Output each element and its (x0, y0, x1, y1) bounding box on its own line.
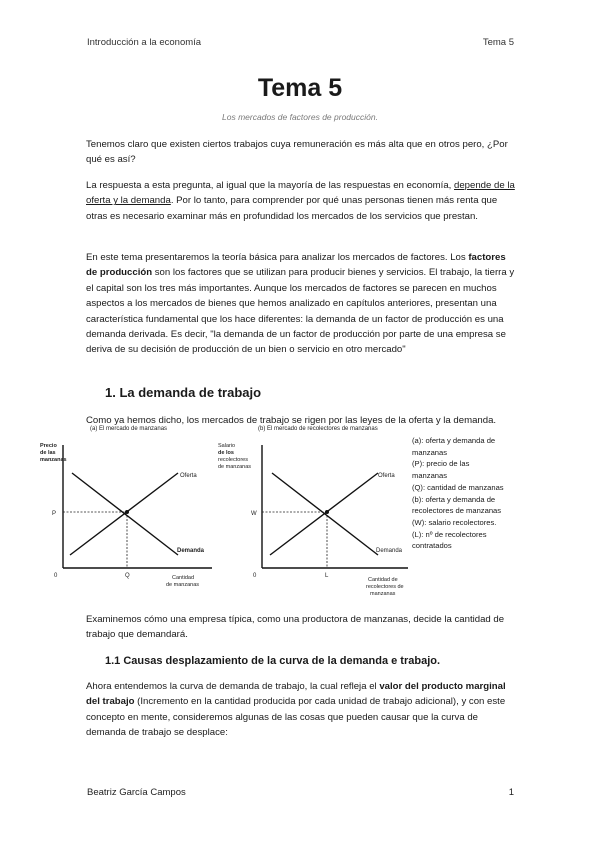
section-heading-demand-shifts: 1.1 Causas desplazamiento de la curva de la demanda e trabajo. (105, 655, 441, 667)
legend-line: manzanas (412, 447, 448, 457)
graph-a-origin: 0 (54, 573, 58, 579)
labor-market-graph (218, 415, 413, 597)
graph-b-xlabel-1: Cantidad de (368, 577, 398, 583)
factors-text-end: son los factores que se utilizan para producir bienes y servicios. El trabajo, la tierra y el capital son los tres más importantes. Aunque los mercados de factores se parecen en muchos aspectos a los mercados de bienes que hemos analizado en capítulos anteriores, presentan una característica fundamental que los hace diferentes: la demanda de un factor de producción es una demanda derivada. Es decir, "la demanda de un factor de producción por parte de una empresa se deriva de su decisión de producción de un bien o servicio en otro mercado" (86, 267, 515, 356)
document-subtitle: Los mercados de factores de producción. (222, 112, 378, 122)
labor-market-paragraph: Como ya hemos dicho, los mercados de trabajo se rigen por las leyes de la oferta y la demanda. (86, 415, 497, 426)
graph-b-workers-label: L (325, 573, 329, 579)
legend-line: recolectores de manzanas (412, 506, 502, 516)
legend-line: contratados (412, 541, 452, 551)
legend-line: (a): oferta y demanda de (412, 436, 496, 445)
graph-b-equilibrium-point (325, 510, 329, 514)
marginal-text-start: Ahora entendemos la curva de demanda de trabajo, la cual refleja el (86, 681, 380, 692)
page-header (87, 37, 514, 48)
page-footer (87, 787, 514, 798)
graph-legend (412, 435, 522, 552)
factors-paragraph (86, 250, 516, 358)
factors-text-start: En este tema presentaremos la teoría básica para analizar los mercados de factores. Los (86, 252, 469, 263)
graph-a-price-label: P (52, 511, 57, 517)
legend-line: (b): oferta y demanda de (412, 494, 496, 504)
legend-line: (Q): cantidad de manzanas (412, 482, 504, 492)
graph-b-xlabel-2: recolectores de (366, 584, 404, 590)
graph-a-ylabel-3: manzanas (40, 457, 67, 463)
graph-a-supply-label: Oferta (180, 473, 197, 479)
graph-a-xlabel-2: de manzanas (166, 582, 200, 588)
graph-b-xlabel-3: manzanas (370, 591, 396, 597)
intro-paragraph: Tenemos claro que existen ciertos trabajos cuya remuneración es más alta que en otros pero, ¿Por qué es así? (86, 139, 508, 166)
answer-underlined-phrase: depende de la oferta y la demanda (86, 180, 515, 207)
answer-text-end: . Por lo tanto, para comprender por qué unas personas tienen más renta que otras es necesario examinar más en profundidad los mercados de los servicios que prestan. (86, 195, 498, 222)
answer-text-start: La respuesta a esta pregunta, al igual que la mayoría de las respuestas en economía, (86, 180, 454, 191)
page-number: 1 (508, 787, 514, 798)
graph-b-wage-label: W (251, 511, 257, 517)
document-title: Tema 5 (257, 74, 343, 102)
graph-b-demand-label: Demanda (376, 548, 403, 554)
graph-a-equilibrium-point (125, 510, 129, 514)
footer-author: Beatriz García Campos (87, 787, 186, 798)
legend-line: (W): salario recolectores. (412, 517, 497, 527)
marginal-text-end: (Incremento en la cantidad producida por cada unidad de trabajo adicional), y con este concepto en mente, consideremos algunas de las cosas que pueden causar que la curva de demanda de trabajo se desplace: (86, 696, 506, 739)
section-heading-labor-demand: 1. La demanda de trabajo (105, 385, 262, 400)
header-course-title: Introducción a la economía (87, 37, 202, 48)
answer-paragraph (86, 178, 516, 224)
graph-b-ylabel-4: de manzanas (218, 464, 252, 470)
graph-b-supply-label: Oferta (378, 473, 395, 479)
legend-line: manzanas (412, 471, 448, 481)
marginal-bold-term: valor del producto marginal del trabajo (86, 681, 506, 708)
graph-b-ylabel-1: Salario (218, 443, 236, 449)
graph-b-origin: 0 (253, 573, 257, 579)
graph-a-ylabel-2: de las (40, 450, 56, 456)
graph-b-caption: (b) El mercado de recolectores de manzanas (258, 426, 378, 432)
graph-a-ylabel-1: Precio (40, 443, 57, 449)
factors-bold-term: factores de producción (86, 252, 506, 279)
legend-line: (L): nº de recolectores (412, 529, 487, 539)
graph-b-ylabel-3: recolectores (218, 457, 248, 463)
marginal-product-paragraph (86, 679, 516, 741)
header-topic: Tema 5 (482, 37, 514, 48)
firm-paragraph: Examinemos cómo una empresa típica, como una productora de manzanas, decide la cantidad de trabajo que demandará. (86, 614, 505, 641)
graph-a-xlabel-1: Cantidad (172, 575, 195, 581)
apple-market-graph (40, 415, 220, 590)
graph-a-quantity-label: Q (125, 573, 130, 579)
graph-b-ylabel-2: de los (218, 450, 234, 456)
legend-line: (P): precio de las (412, 459, 470, 469)
graph-a-caption: (a) El mercado de manzanas (90, 426, 168, 432)
graph-a-demand-label: Demanda (177, 548, 205, 554)
